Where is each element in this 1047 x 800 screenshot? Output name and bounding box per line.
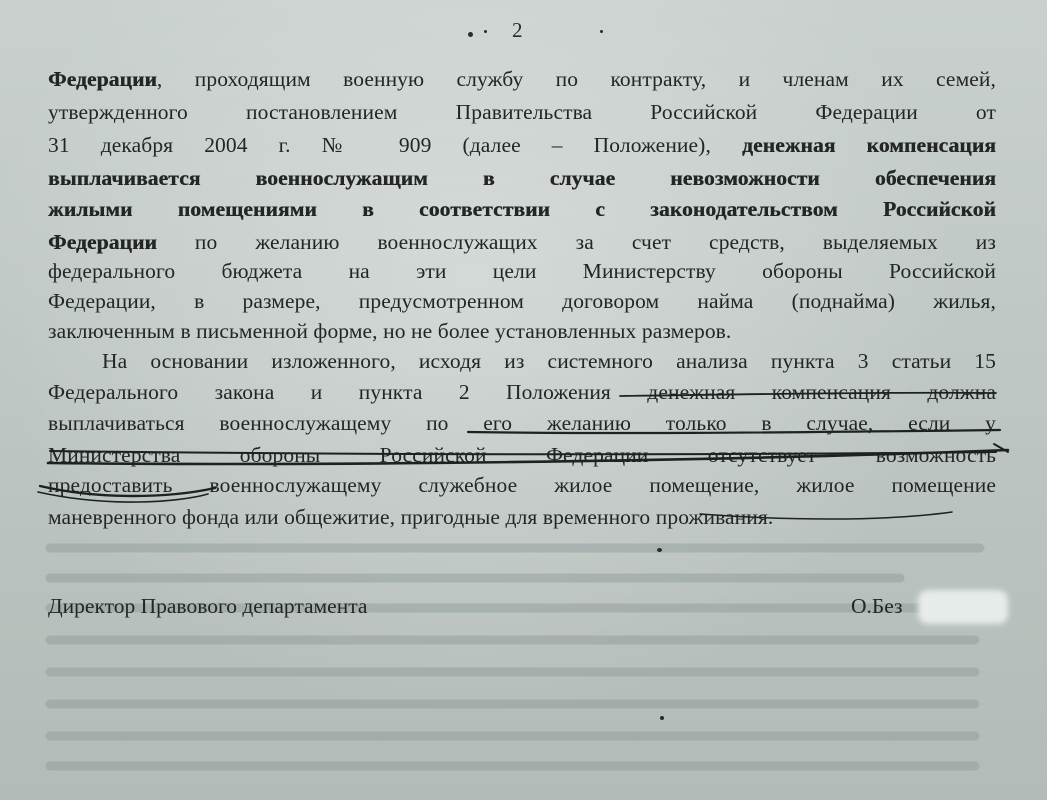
text-line: предоставить военнослужащему служебное жилое помещение, жилое помещение — [48, 473, 996, 497]
text-line — [48, 163, 996, 193]
text-segment: Федерации — [48, 67, 157, 91]
text-line — [48, 256, 996, 286]
text-line — [48, 194, 996, 224]
print-speck — [600, 30, 603, 33]
text-line: На основании изложенного, исходя из системного анализа пункта 3 статьи 15 — [102, 349, 996, 373]
text-line — [48, 286, 996, 316]
text-line — [48, 227, 996, 257]
print-speck — [468, 32, 473, 37]
text-segment: жилыми помещениями в соответствии с законодательством Российской — [48, 197, 996, 221]
text-segment: выплачивается военнослужащим в случае невозможности обеспечения — [48, 166, 996, 190]
text-line — [48, 316, 996, 346]
text-segment: Федерации — [48, 230, 157, 254]
text-line: Министерства обороны Российской Федерации отсутствует возможность — [48, 443, 996, 467]
text-line: выплачиваться военнослужащему по его желанию только в случае, если у — [48, 411, 996, 435]
signature-title: Директор Правового департамента — [48, 594, 368, 618]
text-segment: , проходящим военную службу по контракту, и членам их семей, — [156, 67, 996, 91]
print-speck — [657, 548, 662, 552]
text-line: маневренного фонда или общежитие, пригодные для временного проживания. — [48, 505, 774, 529]
text-segment: Федерации, в размере, предусмотренном договором найма (поднайма) жилья, — [48, 289, 996, 313]
text-line — [48, 97, 996, 127]
signature-name: О.Без — [851, 594, 903, 618]
page-number: 2 — [512, 18, 523, 42]
text-segment: по желанию военнослужащих за счет средств, выделяемых из — [156, 230, 996, 254]
print-speck — [484, 30, 487, 33]
text-line — [48, 64, 996, 94]
text-line — [48, 130, 996, 160]
print-speck — [660, 716, 664, 720]
redaction-patch — [918, 590, 1008, 624]
text-segment: федерального бюджета на эти цели Министерству обороны Российской — [48, 259, 996, 283]
text-segment: заключенным в письменной форме, но не более установленных размеров. — [48, 319, 732, 343]
text-line: Федерального закона и пункта 2 Положения денежная компенсация должна — [48, 380, 996, 404]
text-segment: 31 декабря 2004 г. № 909 (далее – Положение), — [48, 133, 742, 157]
text-segment: денежная компенсация — [741, 133, 996, 157]
text-segment: утвержденного постановлением Правительства Российской Федерации от — [48, 100, 996, 124]
